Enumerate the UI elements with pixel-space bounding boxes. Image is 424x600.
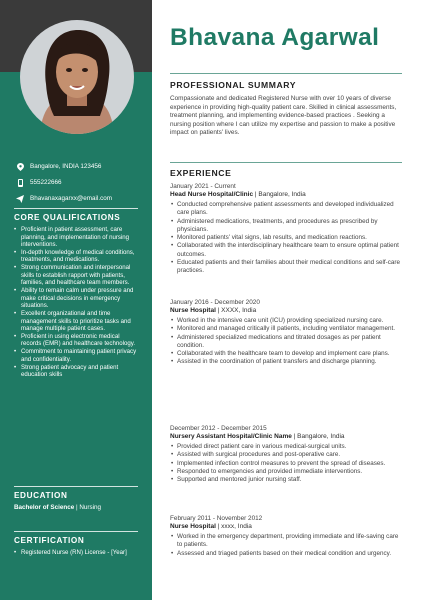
job-bullet: • Collaborated with the interdisciplinary healthcare team to ensure optimal patient outcomes. [170,242,402,259]
job-dates: January 2021 - Current [170,183,236,190]
job-bullets [170,533,402,558]
job-entry [170,425,402,484]
core-qualifications-title: CORE QUALIFICATIONS [14,213,121,222]
contact-info [14,160,144,208]
summary-title: PROFESSIONAL SUMMARY [170,80,297,90]
job-bullet: • Implemented infection control measures to prevent the spread of diseases. [170,460,402,468]
section-divider [14,208,138,209]
qualification-item: • Proficient in using electronic medical records (EMR) and healthcare technology. [14,333,138,348]
job-bullets [170,317,402,367]
certification-item: • Registered Nurse (RN) License - [Year] [14,549,138,557]
education-field: | Nursing [74,504,102,511]
job-bullets [170,443,402,484]
portrait-image [20,20,134,134]
job-place: | Bangalore, India [253,191,306,198]
education-entry [14,504,138,511]
job-bullet: • Assessed and triaged patients based on their medical condition and urgency. [170,550,402,558]
qualification-item: • Proficient in patient assessment, care planning, and implementation of nursing interventions. [14,226,138,249]
education-degree: Bachelor of Science [14,504,75,511]
core-qualifications-section [14,208,138,379]
job-bullets [170,201,402,276]
job-bullet: • Assisted in the coordination of patient transfers and discharge planning. [170,358,402,366]
job-bullet: • Administered medications, treatments, and procedures as prescribed by physicians. [170,218,402,235]
job-title [170,307,402,316]
job-bullet: • Monitored patients' vital signs, lab results, and medication reactions. [170,234,402,242]
certification-list [14,549,138,557]
phone-icon [14,179,26,187]
location-text: Bangalore, INDIA 123456 [30,163,102,170]
job-dates: December 2012 - December 2015 [170,425,267,432]
job-place: | xxxx, India [215,523,252,530]
job-place: | XXXX, India [215,307,257,314]
contact-location [14,160,144,173]
contact-email [14,192,144,205]
qualification-item: • Strong patient advocacy and patient education skills [14,364,138,379]
name-divider [170,73,402,74]
qualification-item: • Excellent organizational and time management skills to prioritize tasks and manage multiple patient cases. [14,310,138,333]
job-bullet: • Collaborated with the healthcare team to develop and implement care plans. [170,350,402,358]
candidate-name: Bhavana Agarwal [170,24,380,51]
job-bullet: • Assisted with surgical procedures and post-operative care. [170,451,402,459]
job-place: | Bangalore, India [291,433,345,440]
section-divider [14,486,138,487]
job-role: Nursery Assistant Hospital/Clinic Name [170,433,292,440]
job-title [170,191,402,200]
phone-text[interactable]: 555222666 [30,179,62,186]
job-bullet: • Worked in the intensive care unit (ICU) providing specialized nursing care. [170,317,402,325]
job-dates: February 2011 - November 2012 [170,515,263,522]
experience-title: EXPERIENCE [170,168,232,178]
job-bullet: • Worked in the emergency department, providing immediate and life-saving care to patients. [170,533,402,550]
job-title [170,433,402,442]
experience-divider [170,162,402,163]
certification-title: CERTIFICATION [14,536,85,545]
job-role: Head Nurse Hospital/Clinic [170,191,254,198]
job-bullet: • Administered specialized medications and titrated dosages as per patient condition. [170,334,402,351]
summary-text: Compassionate and dedicated Registered Nurse with over 10 years of diverse experience in providing high-quality patient care. Skilled in clinical assessments, treatment planning, and implementing evidence-based practices . Seeking a nursing position where I can utilize my expertise and passion to make a positive impact on patients' lives. [170,95,397,137]
sidebar [0,0,152,600]
job-role: Nurse Hospital [170,523,216,530]
send-icon [14,195,26,203]
job-bullet: • Responded to emergencies and provided immediate interventions. [170,468,402,476]
education-title: EDUCATION [14,491,68,500]
job-title [170,523,402,532]
section-divider [14,531,138,532]
job-bullet: • Monitored and managed critically ill patients, including ventilator management. [170,325,402,333]
job-entry [170,515,402,558]
core-qualifications-list [14,226,138,379]
email-text[interactable]: Bhavanaxagarxx@email.com [30,195,112,202]
job-bullet: • Supported and mentored junior nursing staff. [170,476,402,484]
qualification-item: • Ability to remain calm under pressure and make critical decisions in emergency situations. [14,287,138,310]
job-entry [170,183,402,276]
qualification-item: • Strong communication and interpersonal skills to establish rapport with patients, families, and healthcare team members. [14,264,138,287]
education-section [14,486,138,511]
job-bullet: • Provided direct patient care in various medical-surgical units. [170,443,402,451]
job-entry [170,299,402,367]
certification-section [14,531,138,557]
location-pin-icon [14,163,26,171]
job-bullet: • Educated patients and their families about their medical conditions and self-care practices. [170,259,402,276]
qualification-item: • In-depth knowledge of medical conditions, treatments, and medications. [14,249,138,264]
profile-photo [20,20,134,134]
job-role: Nurse Hospital [170,307,216,314]
qualification-item: • Commitment to maintaining patient privacy and confidentiality. [14,348,138,363]
job-dates: January 2016 - December 2020 [170,299,260,306]
job-bullet: • Conducted comprehensive patient assessments and developed individualized care plans. [170,201,402,218]
contact-phone [14,176,144,189]
